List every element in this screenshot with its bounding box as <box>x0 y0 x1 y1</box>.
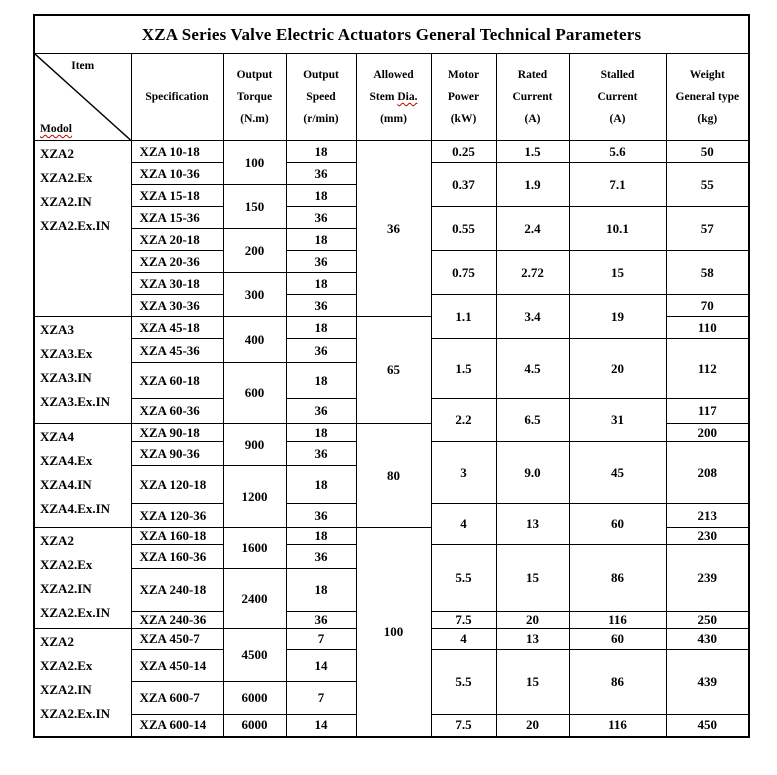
cell-rated-current: 13 <box>496 629 569 650</box>
header-line: Specification <box>145 91 209 103</box>
cell-specification: XZA 450-14 <box>131 650 223 682</box>
cell-specification: XZA 160-36 <box>131 545 223 569</box>
cell-specification: XZA 30-18 <box>131 273 223 295</box>
cell-output-speed: 36 <box>286 251 356 273</box>
cell-specification: XZA 120-18 <box>131 466 223 504</box>
cell-output-torque: 1600 <box>223 528 286 569</box>
model-line: XZA2 <box>40 634 74 649</box>
cell-specification: XZA 60-18 <box>131 363 223 399</box>
cell-output-speed: 36 <box>286 504 356 528</box>
cell-output-speed: 18 <box>286 141 356 163</box>
cell-motor-power: 7.5 <box>431 715 496 737</box>
cell-stalled-current: 86 <box>569 545 666 612</box>
header-motor-power <box>431 54 496 141</box>
cell-weight: 110 <box>666 317 749 339</box>
cell-motor-power: 7.5 <box>431 612 496 629</box>
cell-output-speed: 7 <box>286 682 356 715</box>
header-line: General type <box>675 91 740 103</box>
cell-weight: 55 <box>666 163 749 207</box>
cell-model-group <box>34 424 131 528</box>
cell-output-speed: 18 <box>286 273 356 295</box>
cell-output-speed: 36 <box>286 295 356 317</box>
cell-rated-current: 2.72 <box>496 251 569 295</box>
cell-output-speed: 18 <box>286 317 356 339</box>
cell-motor-power: 0.25 <box>431 141 496 163</box>
cell-rated-current: 20 <box>496 715 569 737</box>
cell-stalled-current: 10.1 <box>569 207 666 251</box>
cell-stalled-current: 116 <box>569 715 666 737</box>
table-body <box>34 141 749 737</box>
cell-stalled-current: 15 <box>569 251 666 295</box>
header-line: (A) <box>609 113 626 125</box>
cell-motor-power: 5.5 <box>431 545 496 612</box>
model-line: XZA2.IN <box>40 194 92 209</box>
header-stalled-current <box>569 54 666 141</box>
cell-rated-current: 15 <box>496 545 569 612</box>
header-line: (r/min) <box>303 113 339 125</box>
header-line: Output <box>236 69 273 81</box>
cell-output-speed: 7 <box>286 629 356 650</box>
cell-motor-power: 4 <box>431 504 496 545</box>
header-weight-general-type <box>666 54 749 141</box>
cell-stalled-current: 31 <box>569 399 666 442</box>
cell-weight: 213 <box>666 504 749 528</box>
cell-stalled-current: 7.1 <box>569 163 666 207</box>
cell-weight: 117 <box>666 399 749 424</box>
cell-output-speed: 36 <box>286 545 356 569</box>
item-model-header-cell <box>34 54 131 141</box>
cell-specification: XZA 90-18 <box>131 424 223 442</box>
model-header-label: Modol <box>40 123 72 135</box>
cell-allowed-stem-dia: 80 <box>356 424 431 528</box>
cell-output-speed: 18 <box>286 424 356 442</box>
item-header-label: Item <box>71 60 95 72</box>
cell-specification: XZA 600-7 <box>131 682 223 715</box>
model-line: XZA2.IN <box>40 581 92 596</box>
cell-rated-current: 20 <box>496 612 569 629</box>
cell-output-torque: 600 <box>223 363 286 424</box>
cell-specification: XZA 10-18 <box>131 141 223 163</box>
header-line: Current <box>597 91 638 103</box>
cell-output-torque: 150 <box>223 185 286 229</box>
cell-stalled-current: 60 <box>569 504 666 545</box>
model-line: XZA4.Ex.IN <box>40 501 111 516</box>
cell-weight: 250 <box>666 612 749 629</box>
cell-weight: 112 <box>666 339 749 399</box>
model-line: XZA2.Ex <box>40 658 93 673</box>
header-rated-current <box>496 54 569 141</box>
cell-stalled-current: 19 <box>569 295 666 339</box>
cell-motor-power: 1.1 <box>431 295 496 339</box>
cell-rated-current: 1.5 <box>496 141 569 163</box>
header-line: (mm) <box>380 113 407 125</box>
cell-weight: 450 <box>666 715 749 737</box>
header-line: Current <box>512 91 553 103</box>
cell-stalled-current: 60 <box>569 629 666 650</box>
model-line: XZA2.Ex.IN <box>40 706 111 721</box>
cell-rated-current: 3.4 <box>496 295 569 339</box>
header-row <box>34 54 749 141</box>
model-line: XZA2.Ex <box>40 170 93 185</box>
header-line: Speed <box>306 91 336 103</box>
cell-allowed-stem-dia: 65 <box>356 317 431 424</box>
header-line: Rated <box>517 69 548 81</box>
model-line: XZA2.Ex <box>40 557 93 572</box>
cell-stalled-current: 86 <box>569 650 666 715</box>
header-allowed-stem-dia <box>356 54 431 141</box>
model-line: XZA4 <box>40 429 74 444</box>
cell-rated-current: 9.0 <box>496 442 569 504</box>
cell-output-speed: 18 <box>286 569 356 612</box>
cell-motor-power: 0.37 <box>431 163 496 207</box>
cell-output-torque: 400 <box>223 317 286 363</box>
cell-rated-current: 13 <box>496 504 569 545</box>
cell-specification: XZA 20-18 <box>131 229 223 251</box>
cell-specification: XZA 45-36 <box>131 339 223 363</box>
cell-rated-current: 6.5 <box>496 399 569 442</box>
cell-weight: 58 <box>666 251 749 295</box>
cell-output-torque: 100 <box>223 141 286 185</box>
cell-output-speed: 18 <box>286 528 356 545</box>
cell-model-group <box>34 141 131 317</box>
cell-specification: XZA 60-36 <box>131 399 223 424</box>
header-line: Stem Dia. <box>369 91 418 103</box>
cell-rated-current: 4.5 <box>496 339 569 399</box>
cell-model-group <box>34 528 131 629</box>
cell-motor-power: 0.55 <box>431 207 496 251</box>
cell-output-torque: 900 <box>223 424 286 466</box>
cell-weight: 230 <box>666 528 749 545</box>
model-line: XZA2.Ex.IN <box>40 605 111 620</box>
header-line: Allowed <box>373 69 414 81</box>
cell-motor-power: 3 <box>431 442 496 504</box>
cell-motor-power: 1.5 <box>431 339 496 399</box>
cell-output-torque: 4500 <box>223 629 286 682</box>
cell-output-speed: 36 <box>286 399 356 424</box>
header-line: Torque <box>236 91 273 103</box>
model-line: XZA2.IN <box>40 682 92 697</box>
header-line: Motor <box>447 69 480 81</box>
cell-stalled-current: 5.6 <box>569 141 666 163</box>
cell-motor-power: 4 <box>431 629 496 650</box>
model-line: XZA3.IN <box>40 370 92 385</box>
header-line: (kW) <box>450 113 477 125</box>
cell-motor-power: 5.5 <box>431 650 496 715</box>
cell-allowed-stem-dia: 100 <box>356 528 431 737</box>
model-line: XZA4.IN <box>40 477 92 492</box>
header-output-torque <box>223 54 286 141</box>
cell-output-speed: 36 <box>286 207 356 229</box>
cell-specification: XZA 15-36 <box>131 207 223 229</box>
cell-motor-power: 2.2 <box>431 399 496 442</box>
model-line: XZA3 <box>40 322 74 337</box>
cell-output-speed: 36 <box>286 442 356 466</box>
cell-specification: XZA 15-18 <box>131 185 223 207</box>
model-line: XZA2 <box>40 533 74 548</box>
cell-output-torque: 200 <box>223 229 286 273</box>
cell-specification: XZA 600-14 <box>131 715 223 737</box>
cell-output-torque: 6000 <box>223 715 286 737</box>
cell-model-group <box>34 317 131 424</box>
cell-output-speed: 18 <box>286 466 356 504</box>
cell-rated-current: 2.4 <box>496 207 569 251</box>
cell-weight: 70 <box>666 295 749 317</box>
cell-specification: XZA 20-36 <box>131 251 223 273</box>
cell-output-speed: 36 <box>286 339 356 363</box>
title-row <box>34 15 749 54</box>
cell-output-torque: 6000 <box>223 682 286 715</box>
table-title: XZA Series Valve Electric Actuators General Technical Parameters <box>34 15 749 54</box>
header-output-speed <box>286 54 356 141</box>
cell-specification: XZA 240-18 <box>131 569 223 612</box>
model-line: XZA3.Ex.IN <box>40 394 111 409</box>
cell-stalled-current: 116 <box>569 612 666 629</box>
cell-output-speed: 18 <box>286 229 356 251</box>
header-line: Power <box>447 91 480 103</box>
cell-output-speed: 36 <box>286 163 356 185</box>
cell-weight: 50 <box>666 141 749 163</box>
cell-specification: XZA 30-36 <box>131 295 223 317</box>
header-line: (N.m) <box>240 113 269 125</box>
cell-specification: XZA 450-7 <box>131 629 223 650</box>
cell-rated-current: 1.9 <box>496 163 569 207</box>
cell-weight: 430 <box>666 629 749 650</box>
cell-weight: 57 <box>666 207 749 251</box>
actuator-spec-table <box>33 14 750 738</box>
cell-specification: XZA 240-36 <box>131 612 223 629</box>
cell-motor-power: 0.75 <box>431 251 496 295</box>
header-line: Weight <box>689 69 725 81</box>
model-line: XZA2.Ex.IN <box>40 218 111 233</box>
cell-specification: XZA 120-36 <box>131 504 223 528</box>
cell-output-torque: 2400 <box>223 569 286 629</box>
cell-output-torque: 1200 <box>223 466 286 528</box>
cell-specification: XZA 90-36 <box>131 442 223 466</box>
cell-specification: XZA 45-18 <box>131 317 223 339</box>
model-line: XZA3.Ex <box>40 346 93 361</box>
table-row <box>34 141 749 163</box>
cell-specification: XZA 10-36 <box>131 163 223 185</box>
cell-output-speed: 14 <box>286 650 356 682</box>
model-line: XZA4.Ex <box>40 453 93 468</box>
header-specification <box>131 54 223 141</box>
cell-output-speed: 18 <box>286 363 356 399</box>
cell-rated-current: 15 <box>496 650 569 715</box>
cell-weight: 208 <box>666 442 749 504</box>
cell-stalled-current: 20 <box>569 339 666 399</box>
header-line: Output <box>303 69 339 81</box>
model-line: XZA2 <box>40 146 74 161</box>
header-line: (kg) <box>697 113 718 125</box>
header-line: Stalled <box>600 69 635 81</box>
cell-weight: 439 <box>666 650 749 715</box>
cell-output-speed: 18 <box>286 185 356 207</box>
cell-model-group <box>34 629 131 737</box>
cell-stalled-current: 45 <box>569 442 666 504</box>
header-line: (A) <box>524 113 541 125</box>
cell-output-speed: 14 <box>286 715 356 737</box>
cell-weight: 239 <box>666 545 749 612</box>
cell-weight: 200 <box>666 424 749 442</box>
cell-output-speed: 36 <box>286 612 356 629</box>
cell-output-torque: 300 <box>223 273 286 317</box>
cell-specification: XZA 160-18 <box>131 528 223 545</box>
cell-allowed-stem-dia: 36 <box>356 141 431 317</box>
